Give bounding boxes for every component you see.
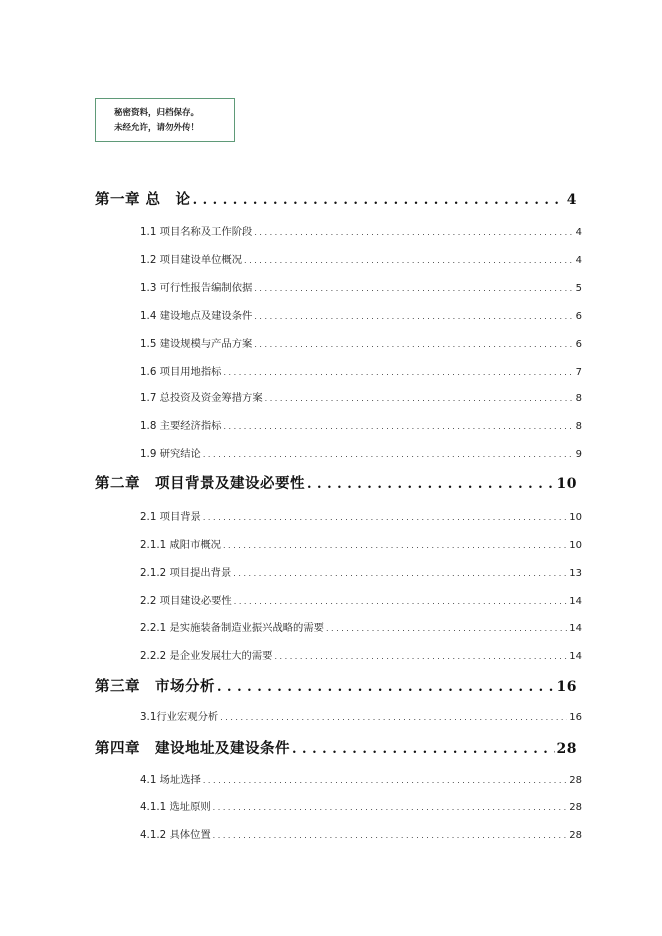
toc-leader-dots xyxy=(217,680,555,695)
toc-leader-dots xyxy=(292,742,555,757)
toc-page-number: 16 xyxy=(569,712,582,723)
toc-title: 1.8 主要经济指标 xyxy=(140,420,222,432)
toc-leader-dots xyxy=(265,394,574,403)
toc-page-number: 5 xyxy=(575,283,582,294)
notice-line-2: 未经允许，请勿外传！ xyxy=(114,123,200,133)
toc-page-number: 7 xyxy=(575,367,582,378)
toc-leader-dots xyxy=(213,831,568,840)
toc-leader-dots xyxy=(223,368,573,377)
toc-title: 2.2.2 是企业发展壮大的需要 xyxy=(140,650,273,662)
toc-leader-dots xyxy=(274,652,567,661)
toc-page-number: 9 xyxy=(575,449,582,460)
toc-section-2-1[interactable] xyxy=(140,508,582,524)
toc-title: 1.1 项目名称及工作阶段 xyxy=(140,226,253,238)
toc-section-1-1[interactable] xyxy=(140,223,582,239)
toc-leader-dots xyxy=(254,340,573,349)
toc-section-1-3[interactable] xyxy=(140,279,582,295)
toc-leader-dots xyxy=(193,193,565,208)
toc-leader-dots xyxy=(233,569,567,578)
toc-section-1-8[interactable] xyxy=(140,417,582,433)
toc-section-2-2-1[interactable] xyxy=(140,619,582,635)
toc-title: 1.9 研究结论 xyxy=(140,448,201,460)
toc-page-number: 6 xyxy=(575,339,582,350)
toc-section-2-1-1[interactable] xyxy=(140,536,582,552)
toc-title: 4.1.1 选址原则 xyxy=(140,801,211,813)
toc-page-number: 8 xyxy=(575,421,582,432)
toc-page-number: 14 xyxy=(569,651,582,662)
toc-section-2-2[interactable] xyxy=(140,592,582,608)
toc-page-number: 14 xyxy=(569,623,582,634)
toc-title: 4.1.2 具体位置 xyxy=(140,829,211,841)
toc-title: 2.1 项目背景 xyxy=(140,511,201,523)
toc-section-1-9[interactable] xyxy=(140,445,582,461)
toc-title: 1.6 项目用地指标 xyxy=(140,366,222,378)
toc-leader-dots xyxy=(254,312,573,321)
toc-chapter-4[interactable] xyxy=(95,737,577,759)
toc-page-number: 6 xyxy=(575,311,582,322)
notice-line-1: 秘密资料，归档保存。 xyxy=(114,108,200,118)
toc-page-number: 28 xyxy=(569,830,582,841)
toc-page-number: 16 xyxy=(556,679,577,695)
toc-section-2-1-2[interactable] xyxy=(140,564,582,580)
toc-section-1-4[interactable] xyxy=(140,307,582,323)
toc-title: 4.1 场址选择 xyxy=(140,774,201,786)
toc-leader-dots xyxy=(220,713,567,722)
toc-page-number: 10 xyxy=(569,540,582,551)
toc-leader-dots xyxy=(203,450,574,459)
toc-leader-dots xyxy=(234,597,568,606)
toc-title: 2.1.1 咸阳市概况 xyxy=(140,539,221,551)
toc-title: 1.5 建设规模与产品方案 xyxy=(140,338,253,350)
toc-leader-dots xyxy=(254,228,573,237)
toc-leader-dots xyxy=(307,477,555,492)
toc-page-number: 10 xyxy=(556,476,577,492)
toc-leader-dots xyxy=(213,803,568,812)
toc-page-number: 4 xyxy=(575,255,582,266)
toc-page-number: 28 xyxy=(556,741,577,757)
toc-title: 1.7 总投资及资金筹措方案 xyxy=(140,392,263,404)
toc-title: 1.2 项目建设单位概况 xyxy=(140,254,243,266)
toc-section-2-2-2[interactable] xyxy=(140,647,582,663)
toc-chapter-3[interactable] xyxy=(95,675,577,697)
toc-leader-dots xyxy=(244,256,574,265)
toc-page-number: 4 xyxy=(566,192,577,208)
toc-section-4-1-2[interactable] xyxy=(140,826,582,842)
toc-page-number: 10 xyxy=(569,512,582,523)
toc-page-number: 4 xyxy=(575,227,582,238)
toc-title: 第二章 项目背景及建设必要性 xyxy=(95,475,305,492)
toc-title: 第一章 总 论 xyxy=(95,191,191,208)
toc-title: 2.1.2 项目提出背景 xyxy=(140,567,232,579)
toc-title: 3.1行业宏观分析 xyxy=(140,711,219,723)
toc-leader-dots xyxy=(203,776,567,785)
toc-title: 第三章 市场分析 xyxy=(95,678,215,695)
toc-chapter-2[interactable] xyxy=(95,472,577,494)
toc-title: 2.2 项目建设必要性 xyxy=(140,595,232,607)
toc-page-number: 14 xyxy=(569,596,582,607)
toc-title: 2.2.1 是实施装备制造业振兴战略的需要 xyxy=(140,622,324,634)
toc-section-4-1[interactable] xyxy=(140,771,582,787)
toc-title: 1.3 可行性报告编制依据 xyxy=(140,282,253,294)
toc-page-number: 28 xyxy=(569,802,582,813)
toc-leader-dots xyxy=(254,284,573,293)
toc-section-4-1-1[interactable] xyxy=(140,798,582,814)
toc-section-1-6[interactable] xyxy=(140,363,582,379)
toc-section-1-5[interactable] xyxy=(140,335,582,351)
toc-section-1-2[interactable] xyxy=(140,251,582,267)
toc-section-1-7[interactable] xyxy=(140,389,582,405)
toc-chapter-1[interactable] xyxy=(95,188,577,210)
toc-leader-dots xyxy=(223,422,573,431)
toc-leader-dots xyxy=(326,624,567,633)
toc-title: 1.4 建设地点及建设条件 xyxy=(140,310,253,322)
toc-leader-dots xyxy=(223,541,567,550)
toc-page-number: 8 xyxy=(575,393,582,404)
toc-page-number: 28 xyxy=(569,775,582,786)
toc-title: 第四章 建设地址及建设条件 xyxy=(95,740,290,757)
toc-leader-dots xyxy=(203,513,567,522)
toc-section-3-1[interactable] xyxy=(140,708,582,724)
toc-page-number: 13 xyxy=(569,568,582,579)
